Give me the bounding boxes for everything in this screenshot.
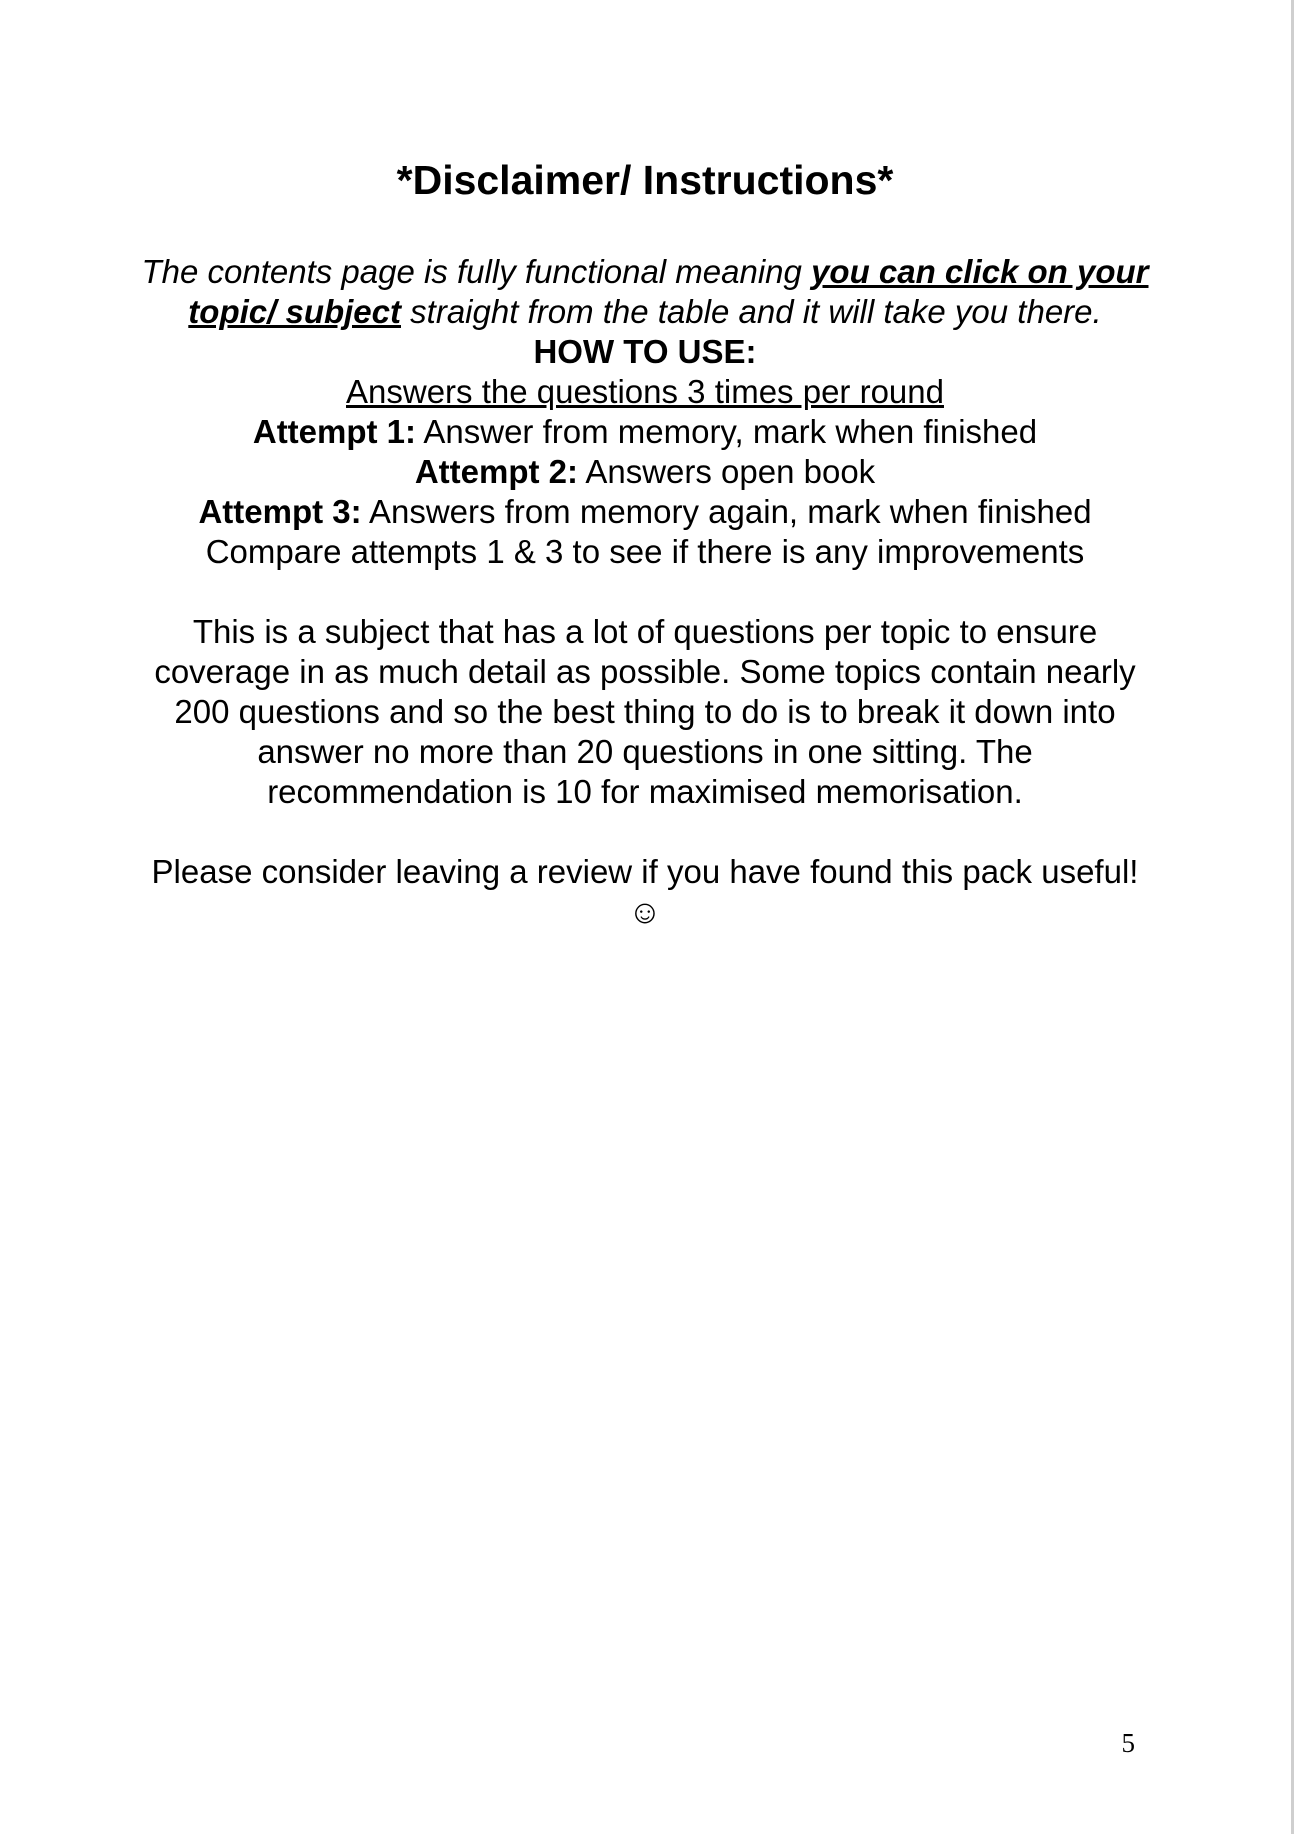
attempt-3-label: Attempt 3: [198,493,362,530]
page-number: 5 [1121,1728,1135,1758]
coverage-paragraph: This is a subject that has a lot of questions per topic to ensure coverage in as much detail as possible. Some topics contain nearly 200 questions and so the best thing to do is to break it down into answer no more than 20 questions in one sitting. The recommendation is 10 for maximised memorisation. [154,613,1136,810]
how-to-use-subheading: Answers the questions 3 times per round [346,373,944,410]
intro-text-after: straight from the table and it will take you there. [401,293,1102,330]
attempt-2-line [140,452,1150,492]
attempt-1-label: Attempt 1: [252,413,417,450]
attempt-3-text: Answers from memory again, mark when finished [361,493,1092,530]
attempt-2-text: Answers open book [577,453,876,490]
compare-line: Compare attempts 1 & 3 to see if there is any improvements [205,533,1085,570]
attempt-1-text: Answer from memory, mark when finished [416,413,1038,450]
spacer [140,572,1150,612]
attempt-3-line [140,492,1150,532]
review-paragraph: Please consider leaving a review if you have found this pack useful! ☺ [151,853,1139,930]
intro-text-before: The contents page is fully functional meaning [141,253,812,290]
attempt-2-label: Attempt 2: [414,453,578,490]
how-to-use-heading: HOW TO USE: [533,333,757,370]
intro-paragraph [140,252,1150,332]
attempt-1-line [140,412,1150,452]
contents-link-note: you can click on your topic/ subject [188,253,1149,330]
page-content [140,150,1150,932]
page-title: *Disclaimer/ Instructions* [396,157,894,203]
spacer [140,812,1150,852]
